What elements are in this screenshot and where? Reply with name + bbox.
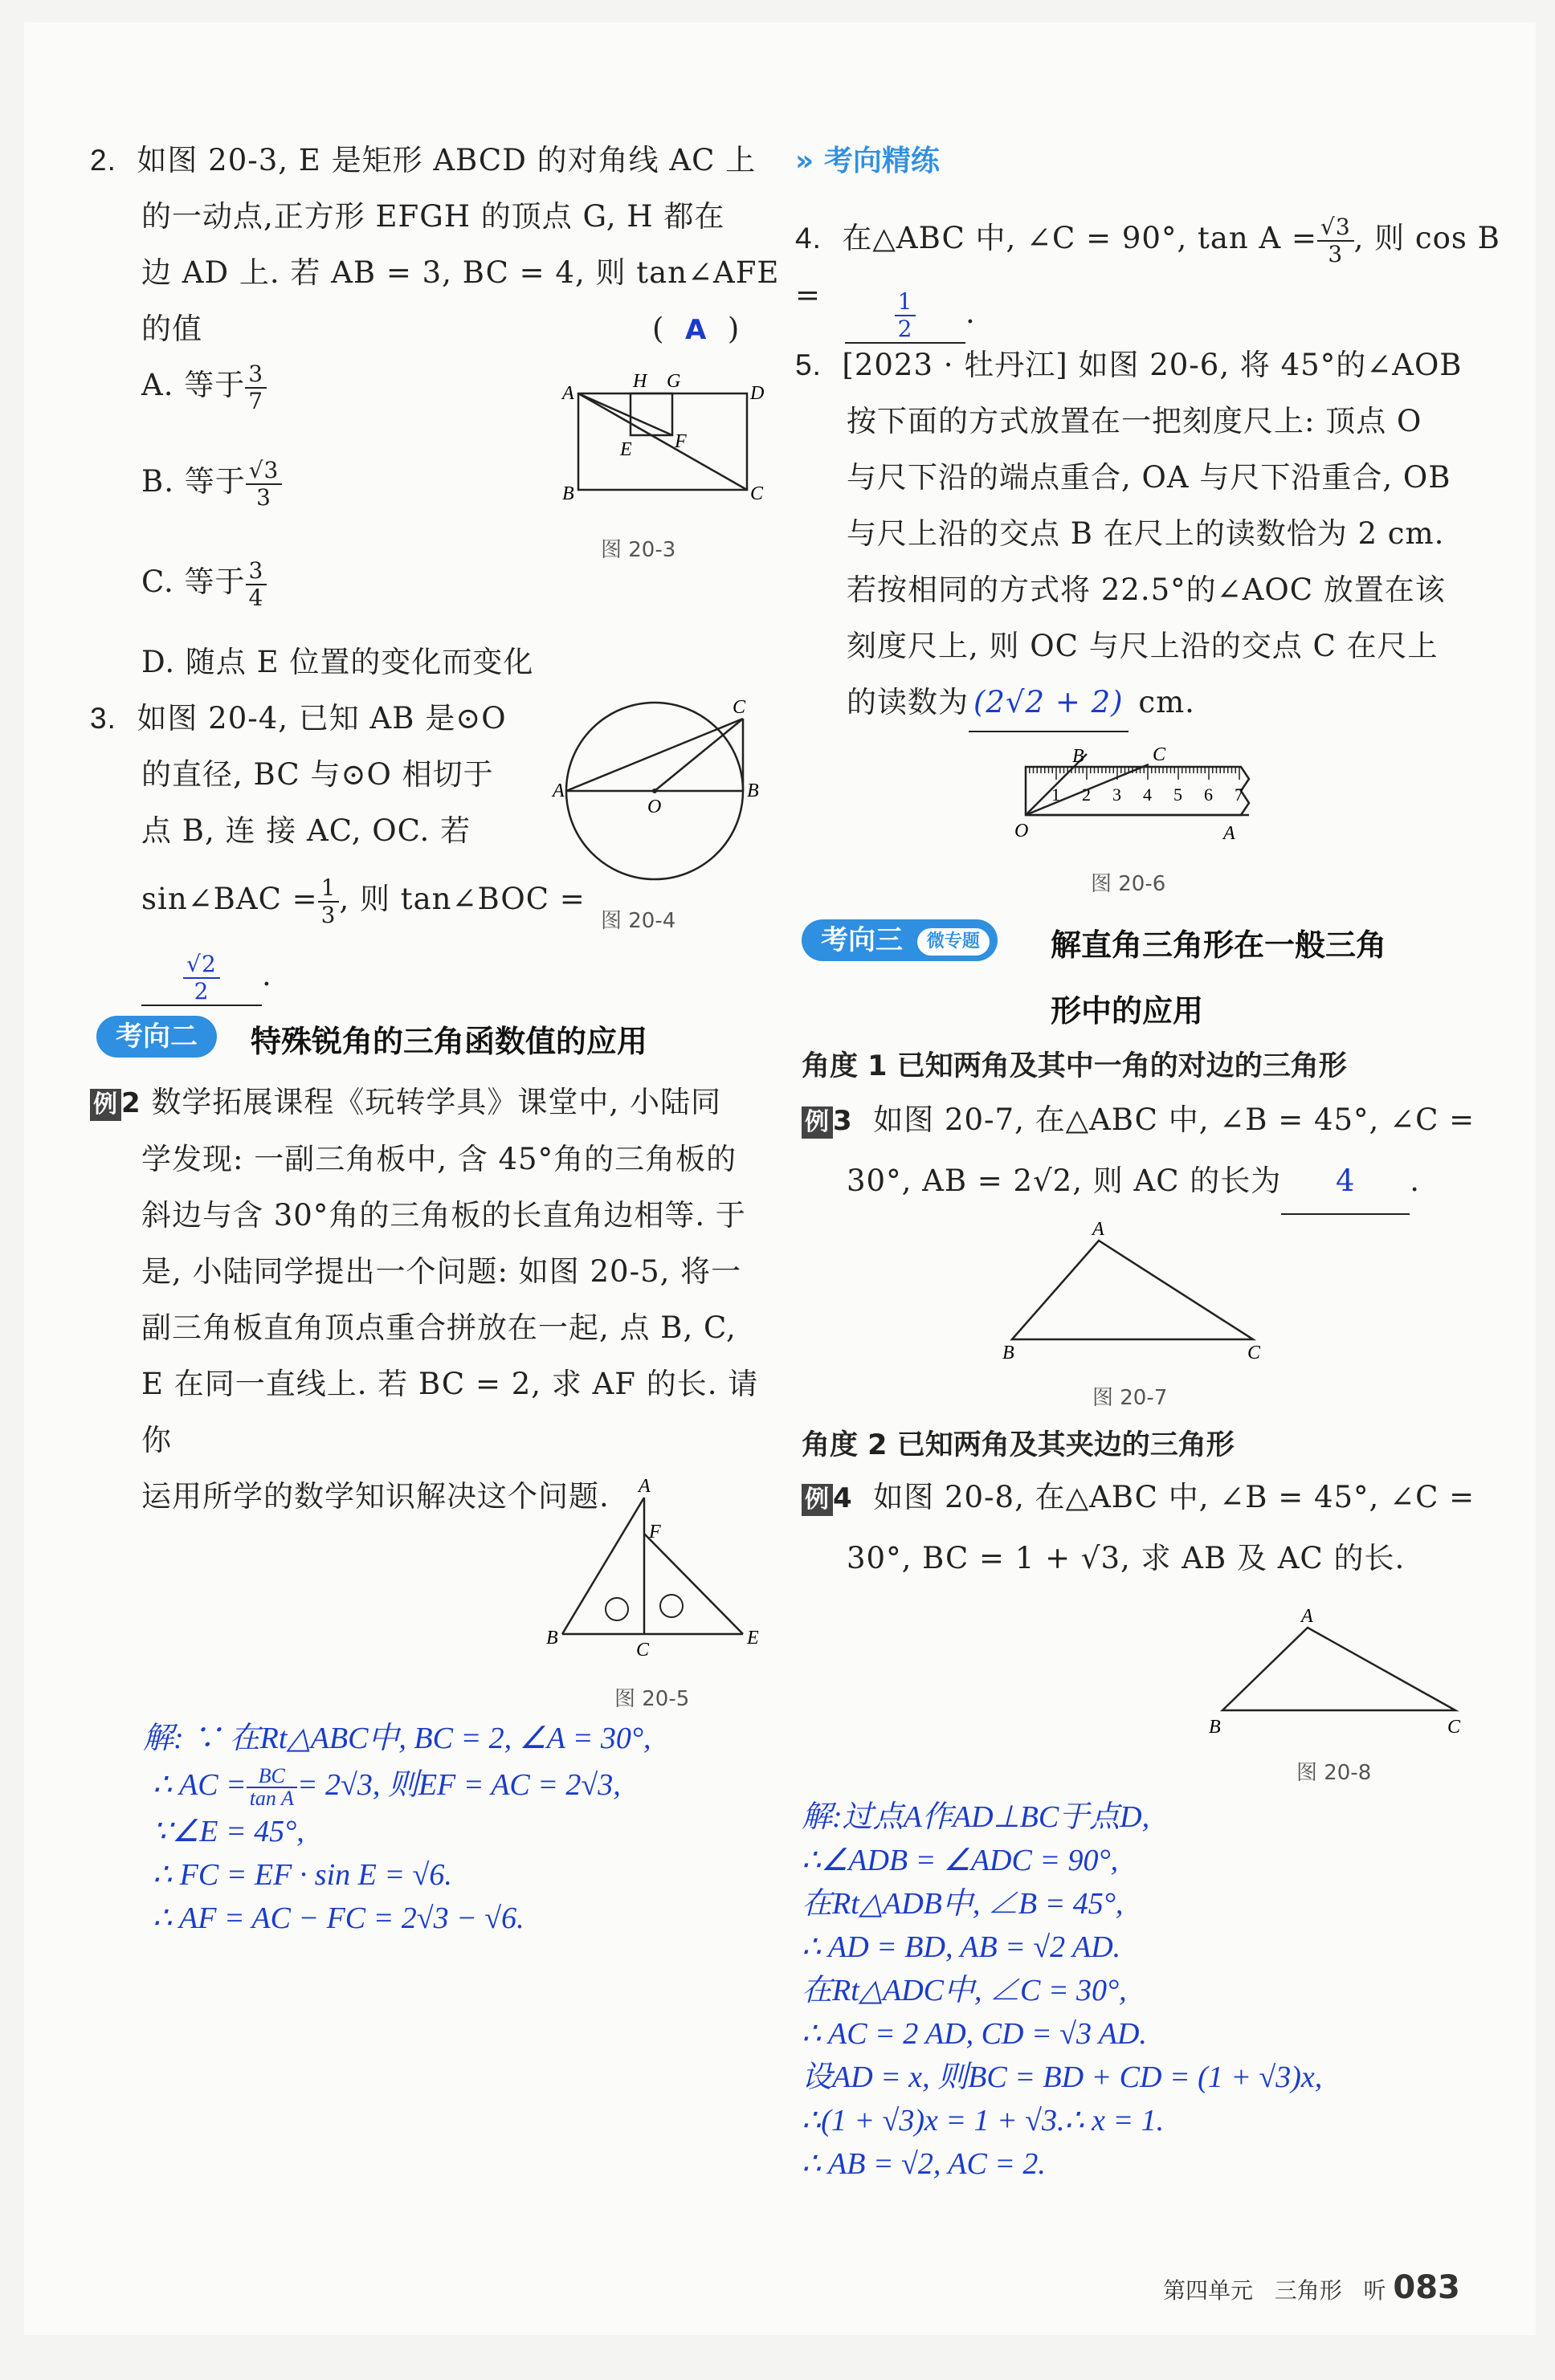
label-b: B (1002, 1343, 1014, 1363)
solution-text: = 2√3, 则EF = AC = 2√3, (296, 1768, 621, 1802)
hole-left (606, 1598, 628, 1620)
question-line: 的直径, BC 与⊙O 相切于 (141, 757, 494, 792)
page-number: 083 (1393, 2269, 1460, 2306)
label-a: A (1223, 823, 1235, 844)
ruler-tick-label: 2 (1082, 785, 1091, 805)
unit: cm. (1138, 685, 1195, 719)
section-title: 特殊锐角的三角函数值的应用 (251, 1024, 648, 1059)
label-h: H (633, 371, 647, 392)
solution-4 (802, 1795, 1508, 2186)
label-a: A (639, 1476, 651, 1497)
figure-caption: 图 20-6 (1091, 872, 1166, 896)
option-label: B. 等于 (141, 464, 246, 499)
figure-20-8 (1205, 1606, 1494, 1750)
example-2 (90, 1074, 773, 1525)
micro-topic-badge: 微专题 (917, 928, 990, 956)
section-header (795, 138, 940, 179)
question-line: 按下面的方式放置在一把刻度尺上: 顶点 O (847, 404, 1422, 438)
label-c: C (733, 697, 746, 718)
example-number: 4 (833, 1482, 853, 1514)
footer-listen: 听 (1363, 2277, 1386, 2304)
footer-unit: 第四单元 (1163, 2277, 1254, 2304)
label-c: C (1247, 1343, 1261, 1363)
label-c: C (1153, 744, 1166, 765)
question-number: 2. (90, 144, 116, 177)
question-line: 如图 20-4, 已知 AB 是⊙O (137, 701, 507, 736)
example-number: 3 (833, 1105, 853, 1137)
question-line: 如图 20-8, 在△ABC 中, ∠B = 45°, ∠C = (873, 1480, 1475, 1514)
label-a: A (1092, 1219, 1104, 1240)
label-c: C (750, 483, 764, 504)
solution-line: ∵∠E = 45°, (153, 1815, 304, 1848)
answer-bracket: ( A ) (652, 312, 741, 346)
question-line: 与尺上沿的交点 B 在尺上的读数恰为 2 cm. (847, 516, 1445, 551)
label-e: E (747, 1628, 759, 1648)
frac-num: √3 (246, 458, 283, 485)
ruler-tick-label: 3 (1112, 785, 1121, 805)
ruler-ticks (1026, 767, 1243, 805)
side-fe (644, 1534, 743, 1634)
section-title: 解直角三角形在一般三角 (1051, 927, 1387, 963)
text: , 则 tan∠BOC = (339, 882, 586, 916)
frac-num: 3 (245, 361, 267, 389)
option-b (141, 454, 282, 511)
solution-line: ∴ AC = 2 AD, CD = √3 AD. (802, 2017, 1147, 2051)
segment-af (578, 393, 672, 435)
center-point (652, 789, 657, 793)
square-efgh (631, 393, 672, 435)
question-line: 边 AD 上. 若 AB = 3, BC = 4, 则 tan∠AFE (141, 255, 780, 290)
option-d: D. 随点 E 位置的变化而变化 (141, 645, 534, 679)
section-pill: 考向二 (96, 1016, 217, 1058)
question-line: 如图 20-3, E 是矩形 ABCD 的对角线 AC 上 (137, 143, 757, 177)
figure-caption: 图 20-7 (1092, 1386, 1168, 1410)
question-line: [2023 · 牡丹江] 如图 20-6, 将 45°的∠AOB (842, 348, 1463, 382)
label-b: B (1072, 746, 1084, 767)
footer-topic: 三角形 (1274, 2277, 1342, 2304)
figure-20-6 (1008, 743, 1265, 863)
ruler-tick-label: 5 (1173, 785, 1182, 805)
frac-num: 1 (895, 289, 916, 316)
question-line: 是, 小陆同学提出一个问题: 如图 20-5, 将一 (141, 1254, 742, 1289)
figure-caption: 图 20-5 (614, 1687, 690, 1711)
question-text: 在△ABC 中, ∠C = 90°, tan A = (842, 221, 1317, 255)
label-e: E (620, 439, 632, 460)
triangle-abc (1012, 1241, 1253, 1339)
option-c (141, 554, 267, 611)
example-number: 2 (121, 1087, 141, 1119)
label-b: B (747, 780, 759, 801)
frac-den: tan A (249, 1787, 294, 1811)
solution-text: ∴ AC = (153, 1768, 247, 1802)
frac-den: 3 (1328, 240, 1344, 267)
question-line: 若按相同的方式将 22.5°的∠AOC 放置在该 (847, 573, 1446, 607)
ruler-tick-label: 4 (1143, 785, 1152, 805)
solution-2 (143, 1717, 753, 1940)
question-line (141, 871, 586, 928)
question-line: 运用所学的数学知识解决这个问题. (141, 1479, 610, 1514)
question-number: 3. (90, 702, 116, 735)
label-d: D (750, 383, 765, 404)
label-f: F (675, 431, 687, 452)
label-a: A (562, 383, 574, 404)
question-line: 斜边与含 30°角的三角板的长直角边相等. 于 (141, 1198, 746, 1233)
question-line: 与尺下沿的端点重合, OA 与尺下沿重合, OB (847, 460, 1451, 495)
solution-line: 解:过点A作AD⊥BC于点D, (802, 1800, 1150, 1834)
segment-ac (566, 719, 743, 791)
side-ab (562, 1498, 644, 1634)
solution-line: ∴ FC = EF · sin E = √6. (153, 1858, 452, 1892)
solution-line: 解: ∵ 在Rt△ABC中, BC = 2, ∠A = 30°, (143, 1722, 651, 1755)
label-c: C (1447, 1717, 1461, 1738)
diagonal-ac (578, 393, 747, 490)
label-b: B (562, 483, 574, 504)
frac-den: 2 (194, 977, 210, 1005)
section-pill (802, 919, 998, 961)
solution-line: ∴(1 + √3)x = 1 + √3.∴ x = 1. (802, 2104, 1165, 2138)
label-o: O (647, 797, 662, 817)
solution-line: 在Rt△ADC中, ∠C = 30°, (802, 1974, 1127, 2007)
solution-line: ∴ AF = AC − FC = 2√3 − √6. (153, 1901, 524, 1935)
figure-20-7 (994, 1221, 1284, 1365)
ruler-tick-label: 6 (1204, 785, 1213, 805)
figure-20-5 (546, 1477, 771, 1670)
frac-den: 7 (248, 387, 264, 414)
section-title: 考向精练 (823, 145, 940, 177)
figure-caption: 图 20-3 (601, 538, 676, 562)
example-badge: 例 (802, 1106, 833, 1139)
frac-num: BC (247, 1766, 297, 1788)
triangle-abc (1222, 1628, 1455, 1710)
angle-1-title: 角度 1 已知两角及其中一角的对边的三角形 (802, 1050, 1347, 1082)
question-line: 的值 (141, 312, 202, 346)
example-4 (802, 1469, 1508, 1591)
question-line: 的一动点,正方形 EFGH 的顶点 G, H 都在 (141, 199, 725, 234)
example-3 (802, 1092, 1508, 1215)
hole-right (660, 1595, 683, 1617)
label-b: B (1209, 1717, 1221, 1738)
question-line: 点 B, 连 接 AC, OC. 若 (141, 813, 471, 848)
question-line: 学发现: 一副三角板中, 含 45°角的三角板的 (141, 1142, 737, 1176)
question-line: 30°, BC = 1 + √3, 求 AB 及 AC 的长. (847, 1541, 1406, 1575)
punctuation: . (965, 295, 976, 330)
label-a: A (1301, 1606, 1313, 1627)
question-number: 4. (795, 222, 822, 255)
frac-num: 1 (318, 875, 340, 903)
punctuation: . (1410, 1164, 1421, 1198)
solution-line: 在Rt△ADB中, ∠B = 45°, (802, 1887, 1124, 1921)
frac-den: 3 (320, 901, 337, 928)
question-line: 如图 20-7, 在△ABC 中, ∠B = 45°, ∠C = (873, 1102, 1475, 1137)
label-g: G (667, 371, 681, 392)
label-b: B (546, 1628, 558, 1648)
figure-20-4 (554, 699, 771, 915)
section-pill-label: 考向三 (821, 924, 903, 956)
answer-value: (2√2 + 2) (969, 674, 1128, 732)
question-text: 的读数为 (847, 685, 969, 719)
label-f: F (649, 1522, 661, 1543)
frac-num: 3 (246, 558, 267, 585)
question-text: 30°, AB = 2√2, 则 AC 的长为 (847, 1164, 1282, 1198)
double-chevron-icon: » (795, 145, 814, 177)
option-a (141, 357, 267, 414)
frac-den: 4 (248, 584, 264, 611)
question-line: 刻度尺上, 则 OC 与尺上沿的交点 C 在尺上 (847, 629, 1439, 663)
ruler-tick-label: 1 (1051, 785, 1060, 805)
frac-num: √2 (183, 952, 220, 979)
answer-blank (845, 285, 976, 344)
solution-line: 设AD = x, 则BC = BD + CD = (1 + √3)x, (802, 2060, 1323, 2094)
page-footer (1163, 2269, 1460, 2306)
question-5 (795, 337, 1502, 732)
label-c: C (636, 1640, 650, 1661)
question-line: 副三角板直角顶点重合拼放在一起, 点 B, C, (141, 1310, 737, 1345)
option-label: A. 等于 (141, 368, 246, 402)
solution-line: ∴ AD = BD, AB = √2 AD. (802, 1930, 1121, 1964)
question-line: E 在同一直线上. 若 BC = 2, 求 AF 的长. 请你 (141, 1367, 759, 1457)
question-number: 5. (795, 348, 822, 381)
question-3 (90, 691, 540, 859)
frac-den: 2 (897, 315, 913, 342)
text: sin∠BAC = (141, 882, 318, 916)
answer-value: 4 (1281, 1149, 1410, 1215)
frac-num: √3 (1317, 214, 1354, 242)
example-badge: 例 (802, 1484, 833, 1516)
angle-2-title: 角度 2 已知两角及其夹边的三角形 (802, 1429, 1235, 1461)
ruler-tick-label: 7 (1235, 785, 1243, 805)
label-o: O (1014, 821, 1029, 842)
section-title-cont: 形中的应用 (1051, 993, 1204, 1029)
solution-line: ∴ AB = √2, AC = 2. (802, 2147, 1046, 2181)
answer-blank: $\frac{√2}{2}$ . (141, 948, 272, 1006)
question-line: 数学拓展课程《玩转学具》课堂中, 小陆同 (151, 1085, 721, 1119)
answer-choice: A (684, 314, 708, 346)
figure-20-3 (554, 365, 771, 526)
example-badge: 例 (90, 1089, 121, 1121)
solution-line: ∴∠ADB = ∠ADC = 90°, (802, 1844, 1119, 1877)
frac-den: 3 (256, 483, 271, 511)
question-text: , 则 cos B = (795, 221, 1500, 312)
segment-oc (655, 719, 743, 791)
figure-caption: 图 20-8 (1296, 1761, 1372, 1785)
label-a: A (553, 780, 565, 801)
option-label: C. 等于 (141, 564, 246, 599)
question-2 (90, 132, 781, 357)
figure-caption: 图 20-4 (601, 909, 676, 933)
